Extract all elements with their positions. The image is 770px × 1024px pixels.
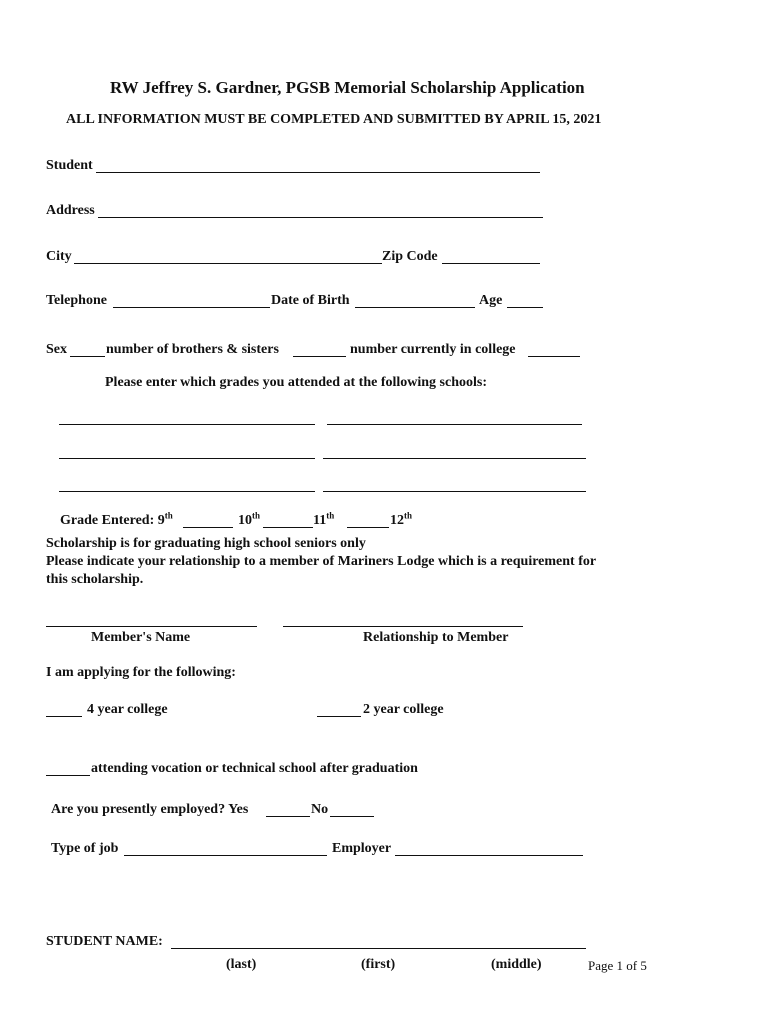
last-name-caption: (last): [226, 957, 257, 972]
relationship-prompt-cont: this scholarship.: [46, 572, 144, 587]
school-field[interactable]: [59, 424, 315, 425]
job-type-label: Type of job: [51, 841, 119, 856]
in-college-label: number currently in college: [350, 342, 516, 357]
eligibility-note: Scholarship is for graduating high school seniors only: [46, 536, 366, 551]
grade-12-label: 12th: [390, 510, 413, 528]
job-type-field[interactable]: [124, 855, 327, 856]
student-label: Student: [46, 158, 93, 173]
two-year-checkbox[interactable]: [317, 716, 361, 717]
telephone-label: Telephone: [46, 293, 107, 308]
page-number: Page 1 of 5: [588, 958, 647, 973]
relationship-prompt: Please indicate your relationship to a member of Mariners Lodge which is a requirement for: [46, 554, 597, 569]
school-grades-field[interactable]: [323, 491, 586, 492]
grades-prompt: Please enter which grades you attended at the following schools:: [105, 375, 487, 390]
employer-field[interactable]: [395, 855, 583, 856]
applying-for-label: I am applying for the following:: [46, 665, 236, 680]
siblings-label: number of brothers & sisters: [106, 342, 279, 357]
dob-label: Date of Birth: [271, 293, 350, 308]
grade-10-field[interactable]: [263, 527, 313, 528]
grade-9-field[interactable]: [183, 527, 233, 528]
deadline-notice: ALL INFORMATION MUST BE COMPLETED AND SUBMITTED BY APRIL 15, 2021: [66, 112, 602, 127]
employer-label: Employer: [332, 841, 392, 856]
sex-field[interactable]: [70, 356, 105, 357]
employed-no-field[interactable]: [330, 816, 374, 817]
in-college-field[interactable]: [528, 356, 580, 357]
dob-field[interactable]: [355, 307, 475, 308]
zip-label: Zip Code: [382, 249, 438, 264]
vocational-label: attending vocation or technical school after graduation: [91, 761, 418, 776]
city-label: City: [46, 249, 72, 264]
relationship-caption: Relationship to Member: [363, 630, 509, 645]
form-title: RW Jeffrey S. Gardner, PGSB Memorial Scholarship Application: [110, 78, 585, 97]
school-grades-field[interactable]: [327, 424, 582, 425]
telephone-field[interactable]: [113, 307, 270, 308]
employed-yes-field[interactable]: [266, 816, 310, 817]
member-name-field[interactable]: [46, 626, 257, 627]
student-name-field[interactable]: [171, 948, 586, 949]
school-field[interactable]: [59, 491, 315, 492]
age-label: Age: [479, 293, 503, 308]
vocational-checkbox[interactable]: [46, 775, 90, 776]
middle-name-caption: (middle): [491, 957, 542, 972]
school-field[interactable]: [59, 458, 315, 459]
relationship-field[interactable]: [283, 626, 523, 627]
employed-no-label: No: [311, 802, 329, 817]
employed-question: Are you presently employed? Yes: [51, 802, 249, 817]
student-field[interactable]: [96, 172, 540, 173]
member-name-caption: Member's Name: [91, 630, 191, 645]
age-field[interactable]: [507, 307, 543, 308]
address-field[interactable]: [98, 217, 543, 218]
zip-field[interactable]: [442, 263, 540, 264]
school-grades-field[interactable]: [323, 458, 586, 459]
first-name-caption: (first): [361, 957, 396, 972]
sex-label: Sex: [46, 342, 67, 357]
grade-11-field[interactable]: [347, 527, 389, 528]
siblings-field[interactable]: [293, 356, 346, 357]
city-field[interactable]: [74, 263, 382, 264]
grade-10-label: 10th: [238, 510, 261, 528]
four-year-label: 4 year college: [87, 702, 168, 717]
student-name-label: STUDENT NAME:: [46, 934, 163, 949]
four-year-checkbox[interactable]: [46, 716, 82, 717]
two-year-label: 2 year college: [363, 702, 444, 717]
address-label: Address: [46, 203, 95, 218]
grade-entered-label: Grade Entered: 9th: [60, 510, 173, 528]
grade-11-label: 11th: [313, 510, 335, 528]
